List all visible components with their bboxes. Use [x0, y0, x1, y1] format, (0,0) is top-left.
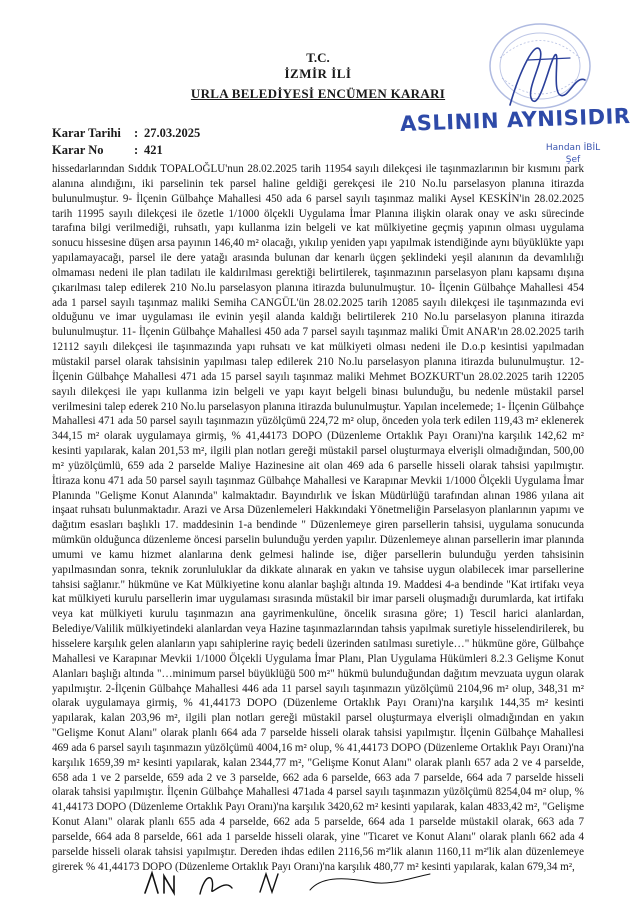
- decision-number-row: [52, 143, 163, 158]
- stamp-signatory-title: Şef: [565, 155, 581, 165]
- certified-copy-stamp: ASLININ AYNISIDIR: [399, 103, 631, 137]
- decision-body-text: hissedarlarından Sıddık TOPALOĞLU'nun 28.02.2025 tarih 11954 sayılı dilekçesi ile taşınmazlarının bir kısmını park alanına alındığını, iki parselinin tek parsel haline geldiği gerekçesi ile 210 No.lu parselasyon planına itirazda bulunulmuştur. 9- İlçenin Gülbahçe Mahallesi 450 ada 6 parsel sayılı taşınmaz maliki Aysel KESKİN'in 28.02.2025 tarih 11995 sayılı dilekçesi ile özetle 1/1000 ölçekli Uygulama İmar Planına ilişkin olarak onay ve askı sürecinde tarafına bilgi verilmediği, ruhsatlı, yapı kullanma izin belgeli ve kat mülkiyetine geçmiş yapının olması uygulama sonucu hissesine düşen arsa payının 146,40 m² olacağı, yıkılıp yeniden yapı yapılmak istendiğinde aynı büyüklükte yapı yapılamayacağı, parsel ile dere yatağı arasında bulunan dar kenarlı üçgen şeklindeki yeşil alanının da devamlılığı olmaması nedeni ile plan tadilatı ile kaldırılması gerektiği belirtilerek, taşınmazının parselasyon planı kapsamı dışına çıkarılması talep edilerek 210 No.lu parselasyon planına itirazda bulunulmuştur. 10- İlçenin Gülbahçe Mahallesi 454 ada 1 parsel sayılı taşınmaz maliki Semiha CANGÜL'ün 28.02.2025 tarih 12085 sayılı dilekçesi ile taşınmazında evi olduğunu ve imar uygulaması ile evinin yeşil alanda kaldığı belirtilerek 210 No.lu parselasyon planına itirazda bulunulmuştur. 11- İlçenin Gülbahçe Mahallesi 450 ada 7 parsel sayılı taşınmaz maliki Ümit ANAR'ın 28.02.2025 tarih 12112 sayılı dilekçesi ile taşınmazında yapı ruhsatı ve kat mülkiyeti olması nedeni ile D.o.p kesintisi yapılmadan müstakil parsel olarak tahsisinin yapılması talep edilerek 210 No.lu parselasyon planına itirazda bulunulmuştur. 12- İlçenin Gülbahçe Mahallesi 471 ada 15 parsel sayılı taşınmaz maliki Mehmet BOZKURT'un 28.02.2025 tarih 12205 sayılı dilekçesi ile yapı kullanma izin belgeli ve yapı kayıt belgeli binası bulunduğu, bu nedenle müstakil parsel verilmesini talep ederek 210 No.lu parselasyon planına itirazda bulunulmuştur. Yapılan incelemede; 1- İlçenin Gülbahçe Mahallesi 471 ada 50 parsel sayılı taşınmazın yüzölçümü 224,72 m² olup, önceden yola terk edilen 119,43 m² eklenerek 344,15 m² olarak uygulamaya girmiş, % 41,44173 DOPO (Düzenleme Ortaklık Payı Oranı)'na karşılık 142,62 m² kesinti yapılarak, kalan 201,53 m², ilgili plan notları gereği müstakil parsel oluşturmaya elverişli olmadığından, 500,00 m² yüzölçümlü, 659 ada 2 parselde Maliye Hazinesine ait olan 469 ada 6 parselle hisseli olarak tahsisi yapılmıştır. İtiraza konu 471 ada 50 parsel sayılı taşınmaz Gülbahçe Mahallesi ve Karapınar Mevkii 1/1000 Ölçekli Uygulama İmar Planında "Gelişme Konut Alanında" kalmaktadır. Bayındırlık ve İskan Müdürlüğü tarafından alınan 1986 yılana ait inşaat ruhsatı bulunmaktadır. Arazi ve Arsa Düzenlemeleri Hakkındaki Yönetmeliğin Parselasyon planlarının yapımı ve dağıtım esasları başlıklı 17. maddesinin 1-a bendinde " Düzenlemeye giren parsellerin tahsisi, uygulama sonucunda mümkün olduğunca düzenleme öncesi parselin bulunduğu yerden yapılır. Düzenlemeye alınan parsellerin imar planında umumi ve kamu hizmet alanlarına denk gelmesi halinde ise, diğer parsellerin bulunduğu yerden tahsisinin yapılmasından sonra, teknik zorunluluklar da dikkate alınarak en yakın ve tahsise uygun olabilecek imar parsellerine tahsisi sağlanır." hükmüne ve Kat Mülkiyetine konu alanlar başlığı altında 19. Maddesi 4-a bendinde "Kat irtifakı veya kat mülkiyeti kurulu parsellerin imar uygulaması sırasında müstakil bir imar parseli oluşmadığı durumlarda, kat irtifakı veya kat mülkiyeti kurulu taşınmazın ana gayrimenkulüne, öncelik sırasına göre; 1) Tescil harici alanlardan, Belediye/Valilik mülkiyetindeki alanlardan veya Hazine taşınmazlarından tahsis yapılmak suretiyle hisselendirilerek, bu hisselere karşılık gelen alanların yapı sahiplerine rayiç bedeli üzerinden satılması suretiyle…" hükmüne göre, Gülbahçe Mahallesi ve Karapınar Mevkii 1/1000 Ölçekli Uygulama İmar Planı, Plan Uygulama Hükümleri 8.2.3 Gelişme Konut Alanları başlığı altında "…minimum parsel büyüklüğü 500 m²" hükmü bulunduğundan dağıtım mevzuata uygun olarak yapılmıştır. 2-İlçenin Gülbahçe Mahallesi 446 ada 11 parsel sayılı taşınmazın yüzölçümü 2104,96 m² olup, 348,31 m² olarak uygulamaya girmiş, % 41,44173 DOPO (Düzenleme Ortaklık Payı Oranı)'na karşılık 144,35 m² kesinti yapılarak, kalan 203,96 m², ilgili plan notları gereği müstakil parsel oluşturmaya elverişli olmadığından en yakın "Gelişme Konut Alanı" olarak planlı 664 ada 7 parselde hisseli olarak tahsisi yapılmıştır. İlçenin Gülbahçe Mahallesi 469 ada 6 parsel sayılı taşınmazın yüzölçümü 4004,16 m² olup, % 41,44173 DOPO (Düzenleme Ortaklık Payı Oranı)'na karşılık 1659,39 m² kesinti yapılarak, kalan 2344,77 m², "Gelişme Konut Alanı" olarak planlı 657 ada 2 ve 4 parselde, 658 ada 1 ve 2 parselde, 659 ada 2 ve 3 parselde, 662 ada 6 parselde, 663 ada 7 parselde, 664 ada 7 parselde hisseli olarak tahsisi yapılmıştır. İlçenin Gülbahçe Mahallesi 471ada 4 parsel sayılı taşınmazın yüzölçümü 8254,04 m² olup, % 41,44173 DOPO (Düzenleme Ortaklık Payı Oranı)'na karşılık 3420,62 m² kesinti yapılarak, kalan 4833,42 m², "Gelişme Konut Alanı" olarak planlı 655 ada 4 parselde, 662 ada 5 parselde, 664 ada 1 parselde müstakil olarak, 663 ada 7 parselde, 664 ada 8 parselde, 661 ada 1 parselde hisseli olarak, yine "Ticaret ve Konut Alanı" olarak planlı 662 ada 4 parselde hisseli olarak tahsisi yapılmıştır. Dereden ihdas edilen 2116,56 m²'lik alanın 1160,11 m²'lik alan düzenlemeye girerek % 41,44173 DOPO (Düzenleme Ortaklık Payı Oranı)'na karşılık 480,77 m² kesinti yapılarak, kalan 679,34 m²,: [52, 163, 584, 873]
- decision-number-separator: :: [134, 143, 139, 157]
- decision-date-label: Karar Tarihi: [52, 126, 121, 140]
- initials-signature-icon: [140, 868, 440, 898]
- stamp-signatory-name: Handan İBİL: [545, 143, 601, 153]
- header-tc: T.C.: [306, 50, 330, 65]
- decision-number-value: 421: [144, 143, 163, 157]
- decision-number-label: Karar No: [52, 143, 104, 157]
- decision-date-row: [52, 126, 200, 141]
- decision-date-value: 27.03.2025: [144, 126, 201, 140]
- decision-date-separator: :: [134, 126, 139, 140]
- document-title: URLA BELEDİYESİ ENCÜMEN KARARI: [190, 86, 446, 101]
- header-city: İZMİR İLİ: [284, 66, 352, 81]
